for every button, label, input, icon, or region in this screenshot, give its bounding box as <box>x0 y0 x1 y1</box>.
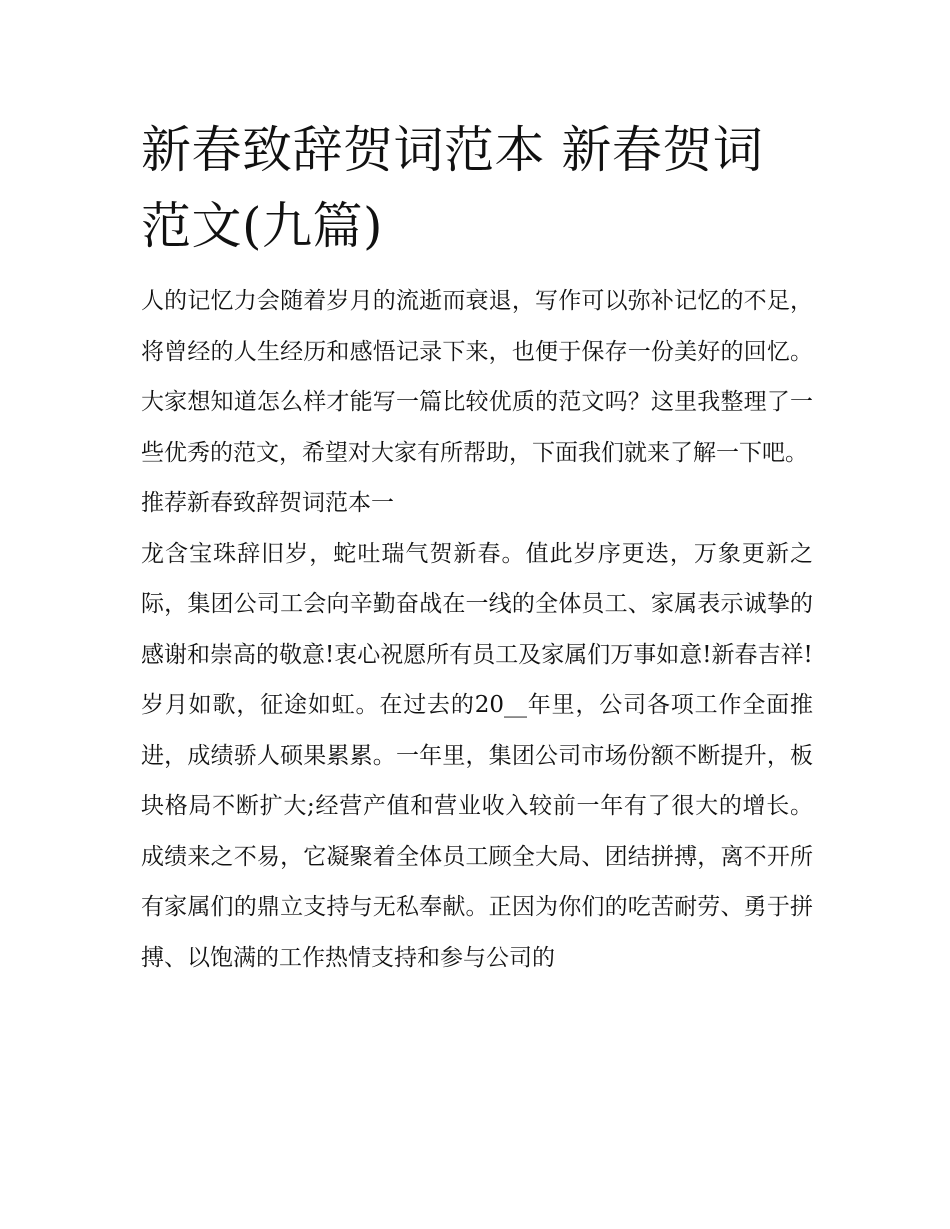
intro-paragraph: 人的记忆力会随着岁月的流逝而衰退，写作可以弥补记忆的不足，将曾经的人生经历和感悟记录下来，也便于保存一份美好的回忆。大家想知道怎么样才能写一篇比较优质的范文吗？这里我整理了一些优秀的范文，希望对大家有所帮助，下面我们就来了解一下吧。 <box>141 288 813 466</box>
body-paragraph-2: 岁月如歌，征途如虹。在过去的20__年里，公司各项工作全面推进，成绩骄人硕果累累。一年里，集团公司市场份额不断提升，板块格局不断扩大;经营产值和营业收入较前一年有了很大的增长。成绩来之不易，它凝聚着全体员工顾全大局、团结拼搏，离不开所有家属们的鼎立支持与无私奉献。正因为你们的吃苦耐劳、勇于拼搏、以饱满的工作热情支持和参与公司的 <box>141 692 813 971</box>
document-body <box>141 112 813 983</box>
body-paragraph-1: 龙含宝珠辞旧岁，蛇吐瑞气贺新春。值此岁序更迭，万象更新之际，集团公司工会向辛勤奋战在一线的全体员工、家属表示诚挚的感谢和崇高的敬意!衷心祝愿所有员工及家属们万事如意!新春吉祥! <box>141 540 813 668</box>
document-title: 新春致辞贺词范本 新春贺词范文(九篇) <box>141 121 764 255</box>
section-heading: 推荐新春致辞贺词范本一 <box>141 490 394 516</box>
